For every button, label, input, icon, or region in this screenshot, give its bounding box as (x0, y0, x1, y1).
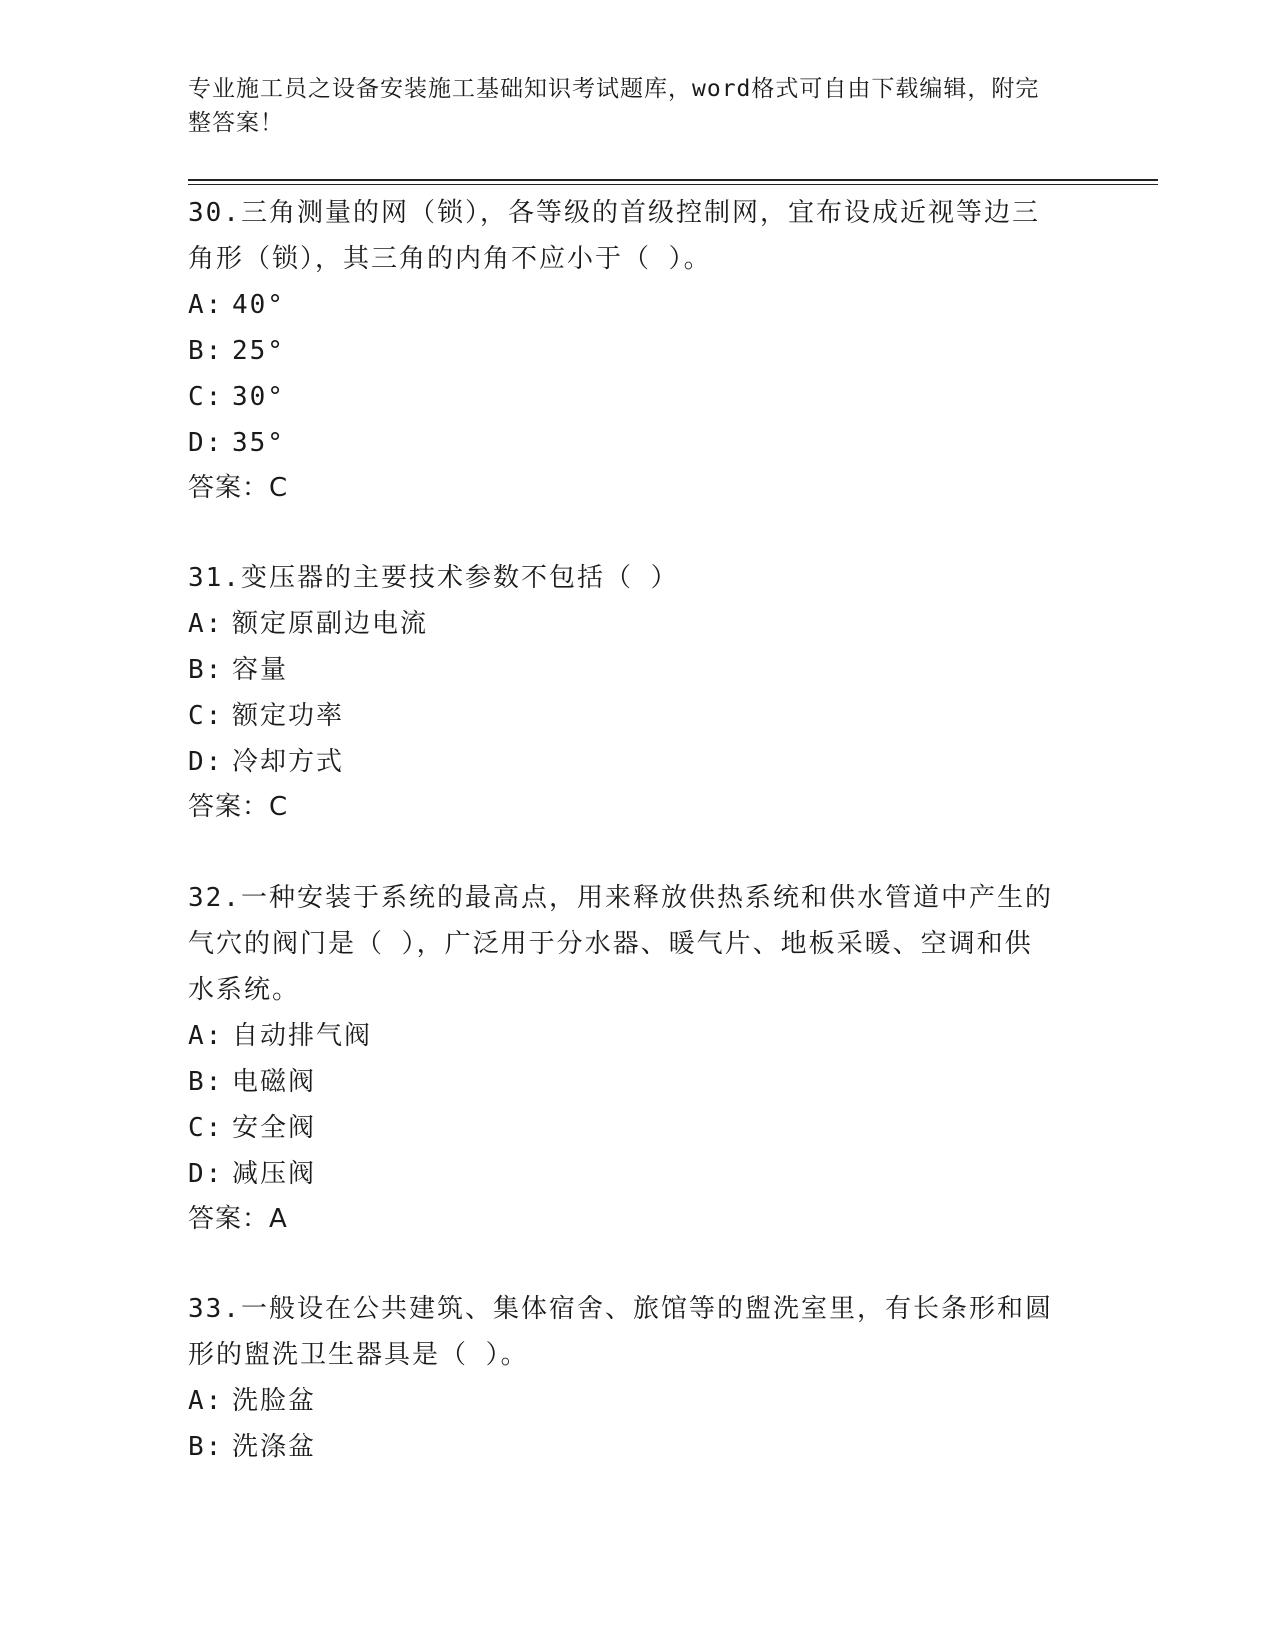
option-label: B: (188, 1432, 224, 1462)
option-a (188, 1378, 1088, 1424)
option-text: 容量 (232, 655, 289, 685)
question-text-line: 33.一般设在公共建筑、集体宿舍、旅馆等的盥洗室里，有长条形和圆 (188, 1294, 1053, 1324)
option-text: 自动排气阀 (232, 1021, 373, 1051)
option-text: 冷却方式 (232, 747, 345, 777)
option-label: B: (188, 1067, 224, 1097)
option-label: A: (188, 1386, 224, 1416)
answer: 答案：A (188, 1204, 288, 1234)
option-text: 洗涤盆 (232, 1432, 317, 1462)
option-label: D: (188, 1159, 224, 1189)
option-text: 额定原副边电流 (232, 609, 429, 639)
option-a (188, 1013, 1088, 1059)
question-text-line: 32.一种安装于系统的最高点，用来释放供热系统和供水管道中产生的 (188, 883, 1053, 913)
option-text: 35° (232, 428, 285, 458)
question-text-line: 31.变压器的主要技术参数不包括（ ） (188, 563, 679, 593)
option-label: C: (188, 701, 224, 731)
option-c (188, 1105, 1088, 1151)
option-text: 洗脸盆 (232, 1386, 317, 1416)
option-b (188, 1424, 1088, 1470)
option-text: 30° (232, 382, 285, 412)
header-divider-thick (188, 179, 1158, 181)
option-a (188, 601, 1088, 647)
option-d (188, 1151, 1088, 1197)
question-text-line: 气穴的阀门是（ ），广泛用于分水器、暖气片、地板采暖、空调和供 (188, 929, 1033, 959)
header-line-1: 专业施工员之设备安装施工基础知识考试题库，word格式可自由下载编辑，附完 (188, 76, 1040, 102)
option-label: C: (188, 1113, 224, 1143)
option-text: 安全阀 (232, 1113, 317, 1143)
option-text: 电磁阀 (232, 1067, 317, 1097)
option-label: B: (188, 336, 224, 366)
question-31 (188, 555, 1088, 829)
option-text: 25° (232, 336, 285, 366)
option-text: 40° (232, 290, 285, 320)
header-divider-thin (188, 184, 1158, 185)
question-text-line: 形的盥洗卫生器具是（ ）。 (188, 1340, 529, 1370)
question-text-line: 水系统。 (188, 975, 301, 1005)
question-33 (188, 1286, 1088, 1470)
option-d (188, 420, 1088, 466)
question-text-line: 角形（锁），其三角的内角不应小于（ ）。 (188, 244, 712, 274)
option-text: 额定功率 (232, 701, 345, 731)
option-c (188, 374, 1088, 420)
document-header (188, 72, 1088, 140)
option-d (188, 739, 1088, 785)
option-text: 减压阀 (232, 1159, 317, 1189)
answer: 答案：C (188, 792, 289, 822)
option-a (188, 282, 1088, 328)
option-label: A: (188, 1021, 224, 1051)
question-32 (188, 875, 1088, 1241)
option-c (188, 693, 1088, 739)
header-line-2: 整答案！ (188, 110, 284, 136)
document-page (188, 0, 1148, 1650)
question-text-line: 30.三角测量的网（锁），各等级的首级控制网，宜布设成近视等边三 (188, 198, 1040, 228)
answer: 答案：C (188, 473, 289, 503)
option-label: A: (188, 609, 224, 639)
option-b (188, 328, 1088, 374)
option-b (188, 1059, 1088, 1105)
option-label: B: (188, 655, 224, 685)
option-b (188, 647, 1088, 693)
option-label: C: (188, 382, 224, 412)
option-label: D: (188, 428, 224, 458)
question-30 (188, 190, 1088, 510)
option-label: D: (188, 747, 224, 777)
option-label: A: (188, 290, 224, 320)
